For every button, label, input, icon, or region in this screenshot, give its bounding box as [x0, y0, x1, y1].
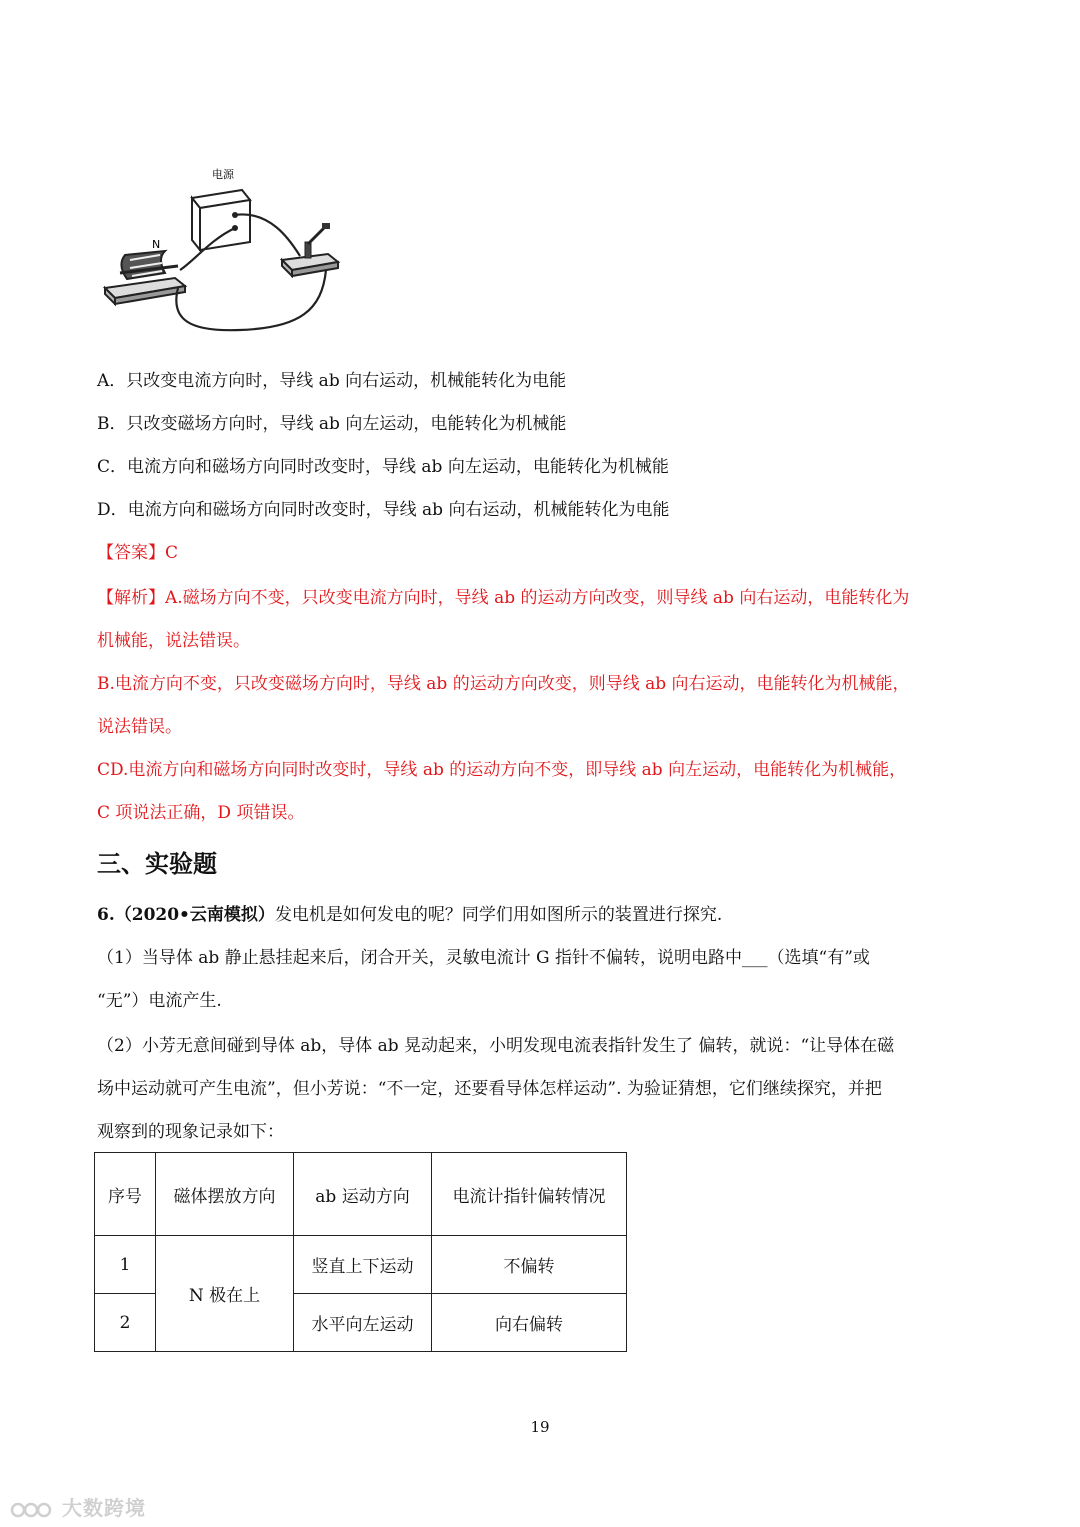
question-part2-line1: （2）小芳无意间碰到导体 ab，导体 ab 晃动起来，小明发现电流表指针发生了 偏转，就说：“让导体在磁 — [97, 1036, 895, 1056]
row-1-index: 1 — [95, 1236, 156, 1294]
row-2-deflection: 向右偏转 — [432, 1294, 627, 1352]
apparatus-diagram — [100, 160, 345, 340]
option-c: C．电流方向和磁场方向同时改变时，导线 ab 向左运动，电能转化为机械能 — [97, 457, 669, 477]
analysis-line-5: CD.电流方向和磁场方向同时改变时，导线 ab 的运动方向不变，即导线 ab 向左运动，电能转化为机械能， — [97, 760, 907, 780]
page-number: 19 — [530, 1418, 550, 1436]
question-part2-line2: 场中运动就可产生电流”，但小芳说：“不一定，还要看导体怎样运动”. 为验证猜想，它们继续探究，并把 — [97, 1079, 882, 1099]
question-number: 6.（2020•云南模拟） — [97, 905, 275, 925]
analysis-line-4: 说法错误。 — [97, 717, 182, 737]
watermark-logo-icon — [10, 1499, 54, 1521]
answer-line: 【答案】C — [97, 543, 179, 563]
question-part2-line3: 观察到的现象记录如下： — [97, 1122, 284, 1142]
watermark-text: 大数跨境 — [61, 1496, 146, 1520]
table-row — [95, 1236, 627, 1294]
header-cell-motion: ab 运动方向 — [294, 1153, 432, 1236]
row-1-deflection: 不偏转 — [432, 1236, 627, 1294]
header-cell-index: 序号 — [95, 1153, 156, 1236]
option-b: B．只改变磁场方向时，导线 ab 向左运动，电能转化为机械能 — [97, 414, 567, 434]
magnet-n-label: N — [152, 238, 161, 251]
analysis-line-1: 【解析】A.磁场方向不变，只改变电流方向时，导线 ab 的运动方向改变，则导线 ab 向右运动，电能转化为 — [97, 588, 910, 608]
question-part1-line1: （1）当导体 ab 静止悬挂起来后，闭合开关，灵敏电流计 G 指针不偏转，说明电路中___（选填“有”或 — [97, 948, 870, 968]
analysis-line-2: 机械能，说法错误。 — [97, 631, 250, 651]
switch — [282, 223, 338, 276]
power-supply — [192, 190, 250, 250]
table-header-row — [95, 1153, 627, 1236]
header-cell-deflection: 电流计指针偏转情况 — [432, 1153, 627, 1236]
power-supply-label: 电源 — [212, 168, 234, 181]
magnet-direction-cell: N 极在上 — [156, 1236, 294, 1352]
question-stem: 发电机是如何发电的呢？同学们用如图所示的装置进行探究. — [274, 905, 723, 925]
observation-table — [94, 1152, 627, 1352]
section-heading: 三、实验题 — [97, 849, 217, 878]
header-cell-magnet: 磁体摆放方向 — [156, 1153, 294, 1236]
magnet-apparatus — [105, 251, 185, 304]
analysis-line-6: C 项说法正确，D 项错误。 — [97, 803, 305, 823]
row-2-index: 2 — [95, 1294, 156, 1352]
watermark — [10, 1492, 146, 1521]
question-6-stem — [97, 903, 722, 927]
analysis-line-3: B.电流方向不变，只改变磁场方向时，导线 ab 的运动方向改变，则导线 ab 向右运动，电能转化为机械能， — [97, 674, 910, 694]
row-2-motion: 水平向左运动 — [294, 1294, 432, 1352]
option-d: D．电流方向和磁场方向同时改变时，导线 ab 向右运动，机械能转化为电能 — [97, 500, 670, 520]
option-a: A．只改变电流方向时，导线 ab 向右运动，机械能转化为电能 — [97, 371, 567, 391]
row-1-motion: 竖直上下运动 — [294, 1236, 432, 1294]
question-part1-line2: “无”）电流产生. — [97, 991, 222, 1011]
